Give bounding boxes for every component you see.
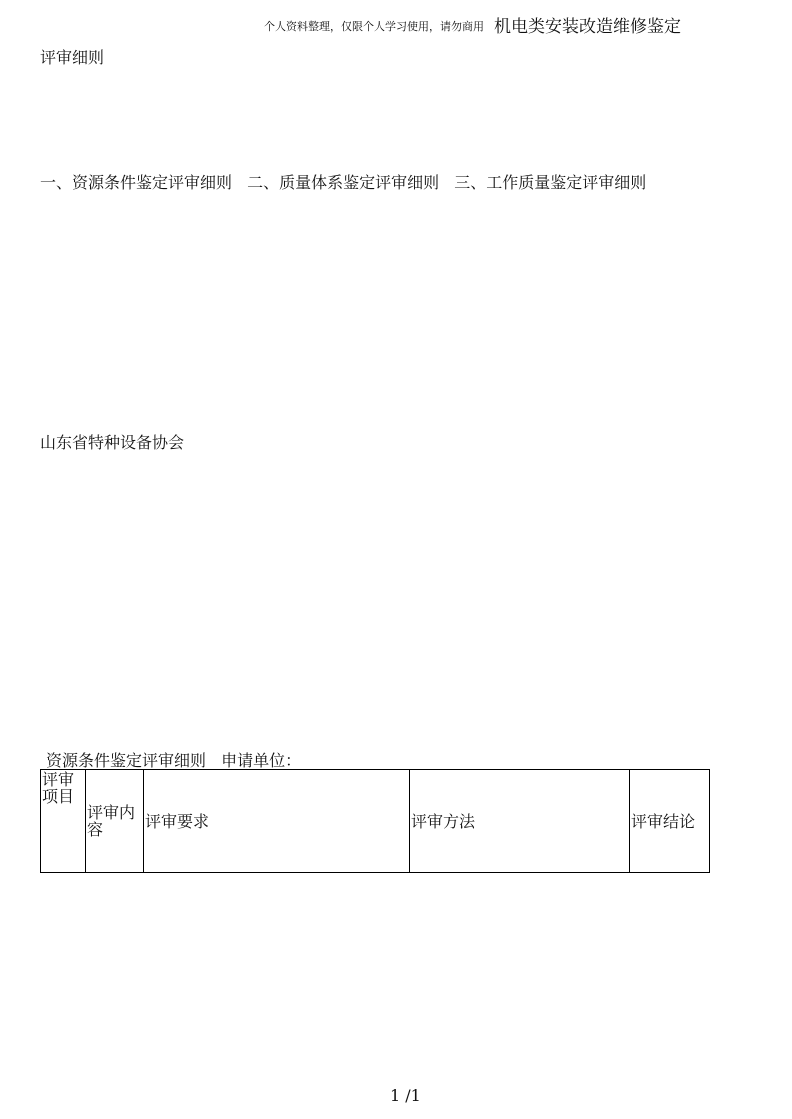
page-number: 1 /1 [390, 1086, 421, 1105]
document-title: 评审细则 [40, 48, 105, 67]
toc-item-resource: 一、资源条件鉴定评审细则 [40, 173, 233, 192]
column-header-review-conclusion: 评审结论 [630, 770, 710, 873]
table-of-contents [40, 170, 656, 193]
table-caption [46, 748, 301, 771]
column-header-review-item: 评审项目 [41, 770, 86, 873]
applicant-label: 申请单位： [221, 751, 302, 770]
column-header-review-method: 评审方法 [410, 770, 630, 873]
organization-name: 山东省特种设备协会 [40, 433, 185, 452]
header-title: 机电类安装改造维修鉴定 [494, 17, 681, 37]
toc-item-work-quality: 三、工作质量鉴定评审细则 [454, 173, 647, 192]
column-header-review-requirement: 评审要求 [144, 770, 410, 873]
header-note: 个人资料整理，仅限个人学习使用，请勿商用 [264, 20, 484, 33]
table-header-row [41, 770, 710, 873]
table-caption-title: 资源条件鉴定评审细则 [46, 751, 207, 770]
review-table [40, 769, 710, 873]
toc-item-quality-system: 二、质量体系鉴定评审细则 [247, 173, 440, 192]
column-header-review-content: 评审内容 [86, 770, 144, 873]
